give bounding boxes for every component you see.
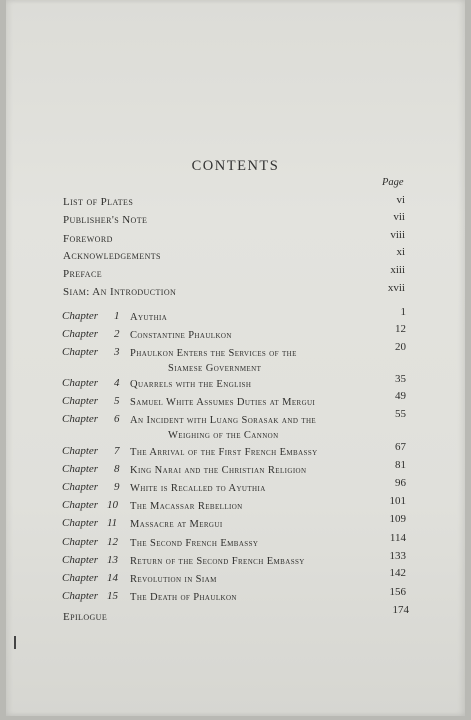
chapter-label: Chapter — [62, 463, 99, 475]
chapter-title: Samuel White Assumes Duties at Mergui — [130, 397, 316, 408]
chapter-title: The Macassar Rebellion — [130, 501, 243, 512]
chapter-title: The Arrival of the First French Embassy — [130, 447, 318, 458]
page-column-heading: Page — [382, 177, 404, 188]
toc-entry-foreword: Foreword — [63, 233, 113, 245]
chapter-page-number: 55 — [395, 408, 406, 420]
chapter-page-number: 81 — [395, 459, 406, 471]
chapter-number: 2 — [114, 328, 120, 340]
chapter-page-number: 101 — [389, 495, 406, 507]
chapter-title: Massacre at Mergui — [130, 519, 223, 530]
chapter-page-number: 142 — [389, 567, 406, 579]
chapter-page-number: 12 — [395, 323, 406, 335]
toc-entry-publishers-note: Publisher's Note — [63, 214, 148, 226]
chapter-number: 9 — [114, 481, 120, 493]
chapter-page-number: 156 — [389, 586, 406, 598]
chapter-title: Return of the Second French Embassy — [130, 556, 305, 567]
chapter-label: Chapter — [62, 377, 99, 389]
chapter-number: 13 — [107, 554, 118, 566]
chapter-title: White is Recalled to Ayuthia — [130, 483, 266, 494]
chapter-page-number: 49 — [395, 390, 406, 402]
chapter-title: Constantine Phaulkon — [130, 330, 232, 341]
chapter-label: Chapter — [62, 572, 99, 584]
chapter-label: Chapter — [62, 499, 99, 511]
toc-entry-epilogue: Epilogue — [63, 611, 108, 623]
chapter-page-number: 67 — [395, 441, 406, 453]
chapter-label: Chapter — [62, 413, 99, 425]
chapter-page-number: 1 — [400, 306, 406, 318]
chapter-page-number: 133 — [389, 550, 406, 562]
chapter-page-number: 35 — [395, 373, 406, 385]
chapter-number: 4 — [114, 377, 120, 389]
chapter-label: Chapter — [62, 310, 99, 322]
chapter-title: Phaulkon Enters the Services of the — [130, 348, 297, 359]
toc-page-number: xiii — [390, 264, 405, 276]
toc-page-number: 174 — [392, 604, 409, 616]
chapter-title: Ayuthia — [130, 312, 168, 323]
chapter-number: 3 — [114, 346, 120, 358]
toc-entry-acknowledgements: Acknowledgements — [63, 250, 161, 262]
chapter-label: Chapter — [62, 590, 99, 602]
chapter-title-continued: Weighing of the Cannon — [168, 430, 279, 441]
toc-page-number: viii — [390, 229, 405, 241]
chapter-number: 8 — [114, 463, 120, 475]
chapter-label: Chapter — [62, 554, 99, 566]
toc-entry-siam-introduction: Siam: An Introduction — [63, 286, 177, 298]
chapter-number: 12 — [107, 536, 118, 548]
toc-entry-list-of-plates: List of Plates — [63, 196, 134, 208]
chapter-page-number: 20 — [395, 341, 406, 353]
chapter-page-number: 96 — [395, 477, 406, 489]
chapter-title-continued: Siamese Government — [168, 363, 262, 374]
chapter-title: Quarrels with the English — [130, 379, 252, 390]
toc-page-number: vi — [396, 194, 405, 206]
chapter-label: Chapter — [62, 481, 99, 493]
chapter-number: 10 — [107, 499, 118, 511]
chapter-number: 15 — [107, 590, 118, 602]
toc-entry-preface: Preface — [63, 268, 102, 280]
chapter-title: The Death of Phaulkon — [130, 592, 237, 603]
chapter-label: Chapter — [62, 536, 99, 548]
chapter-label: Chapter — [62, 328, 99, 340]
page-edge-mark — [14, 636, 16, 649]
chapter-page-number: 114 — [389, 532, 406, 544]
chapter-number: 1 — [114, 310, 120, 322]
chapter-title: King Narai and the Christian Religion — [130, 465, 307, 476]
chapter-title: Revolution in Siam — [130, 574, 217, 585]
chapter-title: An Incident with Luang Sorasak and the — [130, 415, 317, 426]
chapter-label: Chapter — [62, 445, 99, 457]
chapter-number: 7 — [114, 445, 120, 457]
chapter-number: 11 — [107, 517, 118, 529]
page-title: CONTENTS — [191, 158, 280, 174]
chapter-number: 5 — [114, 395, 120, 407]
chapter-number: 6 — [114, 413, 120, 425]
chapter-label: Chapter — [62, 395, 99, 407]
chapter-number: 14 — [107, 572, 118, 584]
chapter-title: The Second French Embassy — [130, 538, 259, 549]
chapter-page-number: 109 — [389, 513, 406, 525]
chapter-label: Chapter — [62, 346, 99, 358]
chapter-label: Chapter — [62, 517, 99, 529]
toc-page-number: xi — [396, 246, 405, 258]
toc-page-number: xvii — [387, 282, 405, 294]
toc-page-number: vii — [393, 211, 405, 223]
